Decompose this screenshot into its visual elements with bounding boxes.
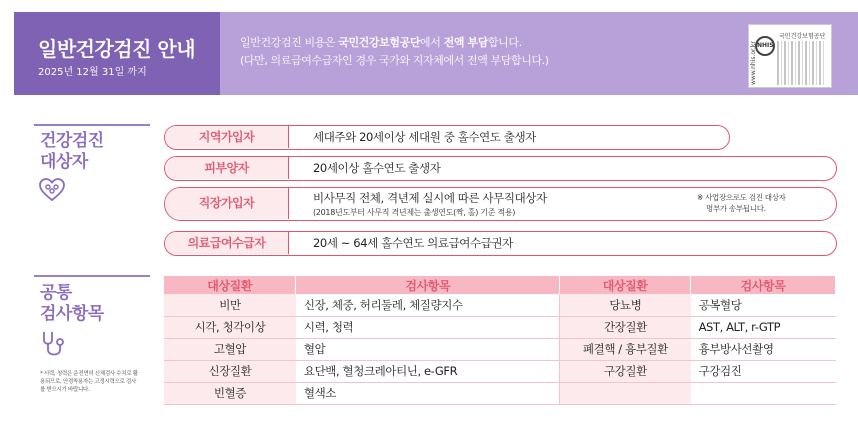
exam-item-cell: 혈압: [296, 338, 560, 360]
page-title: 일반건강검진 안내: [38, 37, 196, 61]
cost-notice-line1: 일반건강검진 비용은 국민건강보험공단에서 전액 부담합니다.: [240, 36, 522, 49]
disease-cell: 폐결핵 / 흉부질환: [560, 338, 691, 360]
disease-cell: 빈혈증: [164, 382, 296, 404]
exam-item-cell: 구강검진: [691, 360, 836, 382]
table-row: [164, 382, 836, 404]
column-header: 대상질환: [164, 276, 296, 294]
eligibility-label: 지역가입자: [165, 126, 289, 148]
table-row: [164, 338, 836, 360]
common-section-title: 공통 검사항목: [40, 283, 104, 324]
eligibility-text: 20세 ~ 64세 홀수연도 의료급여수급권자: [313, 236, 513, 250]
disease-cell: 고혈압: [164, 338, 296, 360]
header-title-block: [14, 12, 220, 95]
qr-org-label: 국민건강보험공단: [779, 33, 826, 40]
disease-cell: 구강질환: [560, 360, 691, 382]
exam-item-cell: 신장, 체중, 허리둘레, 체질량지수: [296, 294, 560, 316]
section-divider: [34, 275, 150, 277]
disease-cell: 당뇨병: [560, 294, 691, 316]
exam-item-cell: [691, 382, 836, 404]
column-header: 검사항목: [296, 276, 560, 294]
cost-notice-line2: (다만, 의료급여수급자인 경우 국가와 지자체에서 전액 부담합니다.): [240, 54, 549, 67]
common-exam-table: [164, 276, 836, 405]
disease-cell: 시각, 청각이상: [164, 316, 296, 338]
eligibility-text: 비사무직 전체, 격년제 실시에 따른 사무직대상자: [313, 191, 547, 205]
exam-item-cell: 혈색소: [296, 382, 560, 404]
eligibility-section-title: 건강검진 대상자: [40, 131, 104, 172]
exam-item-cell: 흉부방사선촬영: [691, 338, 836, 360]
eligibility-row-medical-aid: [164, 231, 837, 256]
eligibility-label: 피부양자: [165, 157, 289, 179]
qr-url-label: www.nhis.or.kr: [750, 41, 757, 85]
eligibility-row-employee: [164, 187, 837, 221]
exam-item-cell: 공복혈당: [691, 294, 836, 316]
table-row: [164, 360, 836, 382]
column-header: 검사항목: [691, 276, 836, 294]
header-banner: [14, 12, 858, 95]
table-header-row: [164, 276, 836, 294]
table-row: [164, 294, 836, 316]
qr-code-card[interactable]: [748, 24, 832, 88]
eligibility-row-regional: [164, 125, 730, 150]
table-row: [164, 316, 836, 338]
disease-cell: 비만: [164, 294, 296, 316]
heart-people-icon: [39, 178, 65, 202]
nhis-logo-icon: NHIS: [755, 36, 775, 56]
eligibility-label: 직장가입자: [165, 188, 289, 219]
stethoscope-icon: [38, 330, 68, 360]
exam-item-cell: 요단백, 혈청크레아티닌, e-GFR: [296, 360, 560, 382]
eligibility-text: 20세이상 홀수연도 출생자: [313, 161, 441, 175]
eligibility-note: ※ 사업장으로도 검진 대상자 명부가 송부됩니다.: [697, 193, 786, 213]
cost-notice: [240, 34, 549, 70]
column-header: 대상질환: [560, 276, 691, 294]
disease-cell: 신장질환: [164, 360, 296, 382]
eligibility-label: 의료급여수급자: [165, 232, 289, 254]
section-divider: [34, 124, 150, 126]
eligibility-row-dependent: [164, 156, 837, 181]
disease-cell: 간장질환: [560, 316, 691, 338]
exam-item-cell: AST, ALT, r-GTP: [691, 316, 836, 338]
eligibility-text: 세대주와 20세이상 세대원 중 홀수연도 출생자: [313, 130, 536, 144]
disease-cell: [560, 382, 691, 404]
qr-code-icon: [777, 41, 825, 85]
deadline-date: 2025년 12월 31일 까지: [38, 67, 147, 78]
exam-item-cell: 시력, 청력: [296, 316, 560, 338]
eligibility-subtext: (2018년도부터 사무직 격년제는 출생연도(짝, 홀) 기준 적용): [313, 208, 516, 217]
vision-hearing-note: * 시력, 청력은 운전면허 신체검사 수치로 활용되므로, 안경착용자는 고정시력으로 검사를 받으시기 바랍니다.: [40, 371, 138, 393]
